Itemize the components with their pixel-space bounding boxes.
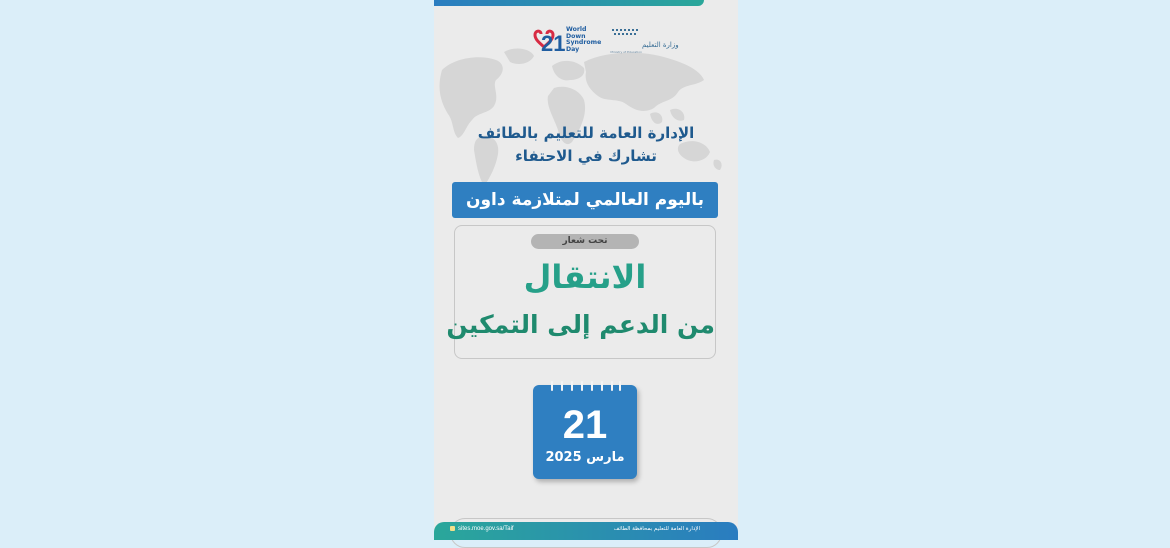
moe-logo-text: وزارة التعليم [642, 41, 679, 49]
calendar-month-year: مارس 2025 [545, 450, 625, 465]
poster [434, 0, 738, 540]
calendar-ring [571, 381, 573, 391]
slogan-line1: الانتقال [523, 258, 647, 296]
calendar-ring [561, 381, 563, 391]
calendar-ring [591, 381, 593, 391]
link-icon [450, 526, 455, 531]
calendar-day: 21 [562, 403, 608, 447]
footer-organization: الإدارة العامة للتعليم بمحافظة الطائف [613, 526, 700, 532]
footer-website-text: sites.moe.gov.sa/Taif [458, 526, 514, 532]
footer-website[interactable] [450, 526, 514, 532]
top-gradient-bar [434, 0, 704, 6]
wdsd-number: 21 [541, 31, 566, 56]
calendar-icon [533, 385, 637, 479]
calendar-ring [581, 381, 583, 391]
slogan-label: تحت شعار [531, 234, 639, 249]
wdsd-logo-text: World Down Syndrome Day [566, 26, 602, 53]
calendar-ring [601, 381, 603, 391]
footer-bar [434, 522, 738, 540]
moe-logo-icon [608, 27, 679, 55]
slogan-line2: من الدعم إلى التمكين [446, 310, 715, 339]
occasion-banner: باليوم العالمي لمتلازمة داون [452, 182, 718, 218]
calendar-ring [551, 381, 553, 391]
wdsd-heart-logo-icon [532, 26, 566, 56]
headline [454, 122, 718, 168]
calendar-ring [611, 381, 613, 391]
calendar-ring [619, 381, 621, 391]
partner-logos [532, 26, 679, 58]
slogan-box [446, 225, 716, 359]
moe-logo-subtext: Ministry of Education [610, 50, 642, 54]
headline-line2: تشارك في الاحتفاء [515, 147, 657, 165]
headline-line1: الإدارة العامة للتعليم بالطائف [477, 124, 695, 142]
